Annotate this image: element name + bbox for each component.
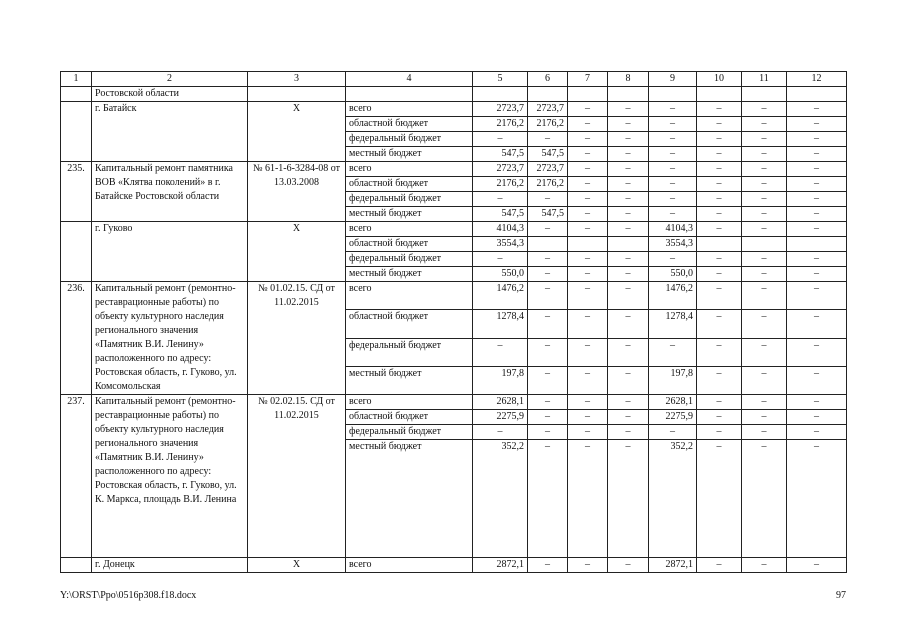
document-cell: Х [248, 558, 346, 573]
value-cell: – [787, 440, 847, 558]
value-cell: 547,5 [473, 147, 528, 162]
object-name-cell: Капитальный ремонт (ремонтно-реставрационные работы) по объекту культурного наследия регионального значения «Памятник В.И. Ленину» расположенного по адресу: Ростовская область, г. Гуково, ул. К. Маркса, площадь В.И. Ленина [92, 395, 248, 558]
value-cell: – [608, 395, 649, 410]
column-header: 5 [473, 72, 528, 87]
value-cell: – [697, 440, 742, 558]
value-cell: – [697, 410, 742, 425]
value-cell [742, 237, 787, 252]
value-cell: – [787, 102, 847, 117]
value-cell: – [608, 366, 649, 394]
value-cell: – [787, 147, 847, 162]
table-cell [346, 87, 473, 102]
value-cell: – [608, 192, 649, 207]
column-header: 2 [92, 72, 248, 87]
object-name-cell: г. Гуково [92, 222, 248, 282]
value-cell: 352,2 [473, 440, 528, 558]
value-cell: – [608, 282, 649, 310]
table-row [61, 282, 847, 310]
value-cell: – [787, 425, 847, 440]
value-cell: – [608, 102, 649, 117]
value-cell: – [568, 132, 608, 147]
value-cell: – [568, 310, 608, 338]
budget-label-cell: всего [346, 395, 473, 410]
value-cell: – [697, 177, 742, 192]
value-cell: – [742, 395, 787, 410]
budget-label-cell: местный бюджет [346, 440, 473, 558]
value-cell: 2628,1 [473, 395, 528, 410]
value-cell: 352,2 [649, 440, 697, 558]
value-cell: – [742, 177, 787, 192]
value-cell: – [528, 410, 568, 425]
value-cell: – [697, 192, 742, 207]
table-row [61, 87, 847, 102]
table-cell [787, 87, 847, 102]
value-cell: – [742, 282, 787, 310]
value-cell: – [528, 425, 568, 440]
value-cell: – [697, 558, 742, 573]
value-cell: – [528, 395, 568, 410]
budget-label-cell: федеральный бюджет [346, 132, 473, 147]
value-cell: – [787, 395, 847, 410]
value-cell: – [697, 267, 742, 282]
column-header: 4 [346, 72, 473, 87]
value-cell: – [697, 117, 742, 132]
value-cell: – [608, 310, 649, 338]
value-cell: 2176,2 [528, 117, 568, 132]
column-header: 6 [528, 72, 568, 87]
table-cell [697, 87, 742, 102]
value-cell [697, 237, 742, 252]
value-cell: – [697, 395, 742, 410]
value-cell: – [742, 222, 787, 237]
value-cell: – [568, 558, 608, 573]
value-cell: – [528, 132, 568, 147]
value-cell: 2176,2 [528, 177, 568, 192]
value-cell: – [697, 147, 742, 162]
value-cell: – [528, 310, 568, 338]
table-row [61, 162, 847, 177]
document-cell: № 61-1-6-3284-08 от 13.03.2008 [248, 162, 346, 222]
value-cell: – [568, 410, 608, 425]
value-cell: 2723,7 [528, 102, 568, 117]
document-cell: Х [248, 222, 346, 282]
budget-label-cell: всего [346, 102, 473, 117]
value-cell: – [742, 162, 787, 177]
value-cell: 3554,3 [649, 237, 697, 252]
value-cell: – [649, 425, 697, 440]
column-header: 10 [697, 72, 742, 87]
value-cell [568, 237, 608, 252]
value-cell: – [697, 282, 742, 310]
value-cell: – [787, 338, 847, 366]
value-cell: – [697, 162, 742, 177]
object-name-cell: Ростовской области [92, 87, 248, 102]
value-cell: – [697, 102, 742, 117]
value-cell: – [649, 338, 697, 366]
budget-label-cell: федеральный бюджет [346, 338, 473, 366]
value-cell: – [608, 162, 649, 177]
row-number-cell [61, 102, 92, 162]
value-cell: 547,5 [528, 147, 568, 162]
column-header: 11 [742, 72, 787, 87]
value-cell: – [742, 558, 787, 573]
value-cell: – [473, 252, 528, 267]
value-cell: – [649, 207, 697, 222]
table-row [61, 222, 847, 237]
value-cell [528, 237, 568, 252]
column-header: 12 [787, 72, 847, 87]
column-header: 9 [649, 72, 697, 87]
table-cell [528, 87, 568, 102]
value-cell: – [742, 338, 787, 366]
value-cell: – [742, 410, 787, 425]
budget-label-cell: местный бюджет [346, 207, 473, 222]
value-cell: – [528, 338, 568, 366]
value-cell: – [787, 117, 847, 132]
row-number-cell [61, 87, 92, 102]
document-cell: № 01.02.15. СД от 11.02.2015 [248, 282, 346, 395]
value-cell: – [697, 310, 742, 338]
value-cell: – [742, 310, 787, 338]
value-cell: 2275,9 [649, 410, 697, 425]
value-cell: – [568, 338, 608, 366]
value-cell: – [608, 222, 649, 237]
row-number-cell: 235. [61, 162, 92, 222]
value-cell: 550,0 [649, 267, 697, 282]
value-cell: 1476,2 [473, 282, 528, 310]
value-cell: – [608, 410, 649, 425]
value-cell: – [608, 425, 649, 440]
value-cell: – [528, 267, 568, 282]
table-row [61, 395, 847, 410]
value-cell: – [697, 252, 742, 267]
value-cell: – [787, 282, 847, 310]
value-cell: 550,0 [473, 267, 528, 282]
value-cell: – [787, 366, 847, 394]
value-cell: – [787, 252, 847, 267]
value-cell: – [528, 192, 568, 207]
object-name-cell: Капитальный ремонт (ремонтно-реставрационные работы) по объекту культурного наследия регионального значения «Памятник В.И. Ленину» расположенного по адресу: Ростовская область, г. Гуково, ул. Комсомольская [92, 282, 248, 395]
value-cell: 2872,1 [473, 558, 528, 573]
value-cell: 2176,2 [473, 117, 528, 132]
table-cell [248, 87, 346, 102]
value-cell: – [568, 282, 608, 310]
column-header: 3 [248, 72, 346, 87]
row-number-cell: 236. [61, 282, 92, 395]
value-cell: – [528, 440, 568, 558]
value-cell: – [787, 410, 847, 425]
value-cell: – [649, 147, 697, 162]
value-cell: – [568, 102, 608, 117]
value-cell: – [568, 267, 608, 282]
object-name-cell: г. Батайск [92, 102, 248, 162]
value-cell: – [742, 425, 787, 440]
value-cell: – [568, 395, 608, 410]
table-cell [649, 87, 697, 102]
value-cell: 2723,7 [473, 102, 528, 117]
value-cell [608, 237, 649, 252]
value-cell: – [568, 207, 608, 222]
value-cell: – [742, 117, 787, 132]
value-cell: 547,5 [473, 207, 528, 222]
budget-label-cell: местный бюджет [346, 147, 473, 162]
value-cell: 197,8 [473, 366, 528, 394]
value-cell: – [608, 177, 649, 192]
value-cell: – [568, 440, 608, 558]
value-cell: – [787, 192, 847, 207]
value-cell: – [742, 267, 787, 282]
value-cell: – [608, 558, 649, 573]
value-cell: – [568, 117, 608, 132]
value-cell: – [649, 102, 697, 117]
value-cell: – [697, 425, 742, 440]
value-cell: 4104,3 [649, 222, 697, 237]
value-cell: 2723,7 [473, 162, 528, 177]
document-cell: Х [248, 102, 346, 162]
budget-label-cell: всего [346, 282, 473, 310]
value-cell: – [742, 440, 787, 558]
value-cell: 2723,7 [528, 162, 568, 177]
budget-label-cell: областной бюджет [346, 117, 473, 132]
value-cell: – [649, 177, 697, 192]
value-cell: – [473, 192, 528, 207]
value-cell: 547,5 [528, 207, 568, 222]
value-cell: – [608, 207, 649, 222]
value-cell: – [473, 425, 528, 440]
value-cell: – [742, 147, 787, 162]
value-cell: – [568, 252, 608, 267]
value-cell: – [787, 177, 847, 192]
value-cell: – [528, 282, 568, 310]
value-cell: – [528, 366, 568, 394]
object-name-cell: Капитальный ремонт памятника ВОВ «Клятва поколений» в г. Батайске Ростовской области [92, 162, 248, 222]
value-cell: 2275,9 [473, 410, 528, 425]
budget-label-cell: федеральный бюджет [346, 192, 473, 207]
value-cell: – [697, 338, 742, 366]
page-number: 97 [836, 590, 846, 601]
budget-table [60, 71, 847, 573]
value-cell: 4104,3 [473, 222, 528, 237]
budget-label-cell: федеральный бюджет [346, 425, 473, 440]
value-cell: – [608, 147, 649, 162]
value-cell: 1278,4 [649, 310, 697, 338]
document-path: Y:\ORST\Ppo\0516p308.f18.docx [60, 590, 197, 601]
value-cell: – [473, 132, 528, 147]
value-cell: – [787, 267, 847, 282]
value-cell: – [697, 222, 742, 237]
table-cell [568, 87, 608, 102]
value-cell: – [528, 558, 568, 573]
value-cell: – [649, 132, 697, 147]
value-cell: – [742, 252, 787, 267]
budget-label-cell: всего [346, 222, 473, 237]
budget-label-cell: федеральный бюджет [346, 252, 473, 267]
value-cell: 197,8 [649, 366, 697, 394]
value-cell: – [649, 252, 697, 267]
value-cell: 2176,2 [473, 177, 528, 192]
budget-label-cell: областной бюджет [346, 310, 473, 338]
value-cell: – [787, 310, 847, 338]
value-cell: – [697, 132, 742, 147]
value-cell: – [608, 267, 649, 282]
value-cell: – [608, 117, 649, 132]
value-cell: – [473, 338, 528, 366]
value-cell: – [697, 207, 742, 222]
table-row [61, 558, 847, 573]
budget-label-cell: областной бюджет [346, 237, 473, 252]
table-cell [473, 87, 528, 102]
value-cell: – [568, 177, 608, 192]
value-cell: – [568, 425, 608, 440]
budget-label-cell: областной бюджет [346, 177, 473, 192]
document-cell: № 02.02.15. СД от 11.02.2015 [248, 395, 346, 558]
value-cell: – [528, 222, 568, 237]
row-number-cell [61, 558, 92, 573]
table-cell [742, 87, 787, 102]
value-cell: – [608, 440, 649, 558]
value-cell: 2872,1 [649, 558, 697, 573]
value-cell: – [742, 132, 787, 147]
value-cell: – [697, 366, 742, 394]
column-header: 8 [608, 72, 649, 87]
value-cell: – [742, 366, 787, 394]
value-cell: – [742, 207, 787, 222]
object-name-cell: г. Донецк [92, 558, 248, 573]
value-cell: – [787, 207, 847, 222]
value-cell: – [649, 162, 697, 177]
value-cell: 3554,3 [473, 237, 528, 252]
table-header-row [61, 72, 847, 87]
budget-label-cell: областной бюджет [346, 410, 473, 425]
value-cell [787, 237, 847, 252]
value-cell: – [608, 252, 649, 267]
value-cell: – [568, 147, 608, 162]
row-number-cell [61, 222, 92, 282]
budget-label-cell: всего [346, 162, 473, 177]
value-cell: – [787, 558, 847, 573]
column-header: 1 [61, 72, 92, 87]
value-cell: – [742, 192, 787, 207]
value-cell: – [608, 132, 649, 147]
value-cell: – [568, 366, 608, 394]
value-cell: – [787, 222, 847, 237]
value-cell: – [568, 222, 608, 237]
value-cell: – [787, 162, 847, 177]
table-row [61, 102, 847, 117]
value-cell: 2628,1 [649, 395, 697, 410]
budget-label-cell: всего [346, 558, 473, 573]
table-cell [608, 87, 649, 102]
value-cell: – [742, 102, 787, 117]
row-number-cell: 237. [61, 395, 92, 558]
value-cell: 1476,2 [649, 282, 697, 310]
budget-label-cell: местный бюджет [346, 366, 473, 394]
column-header: 7 [568, 72, 608, 87]
value-cell: – [568, 162, 608, 177]
value-cell: – [787, 132, 847, 147]
value-cell: – [649, 192, 697, 207]
value-cell: 1278,4 [473, 310, 528, 338]
value-cell: – [608, 338, 649, 366]
value-cell: – [649, 117, 697, 132]
value-cell: – [568, 192, 608, 207]
budget-label-cell: местный бюджет [346, 267, 473, 282]
value-cell: – [528, 252, 568, 267]
